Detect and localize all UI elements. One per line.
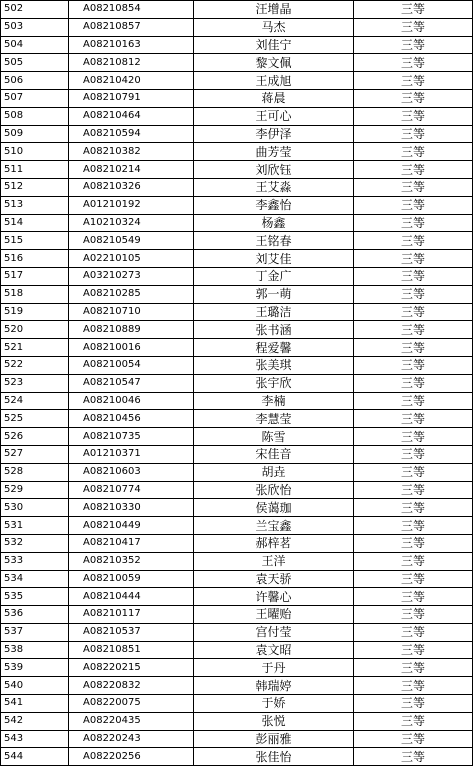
serial-number-cell: 526 xyxy=(1,428,69,446)
table-row xyxy=(1,410,473,428)
serial-number-cell: 524 xyxy=(1,392,69,410)
table-row xyxy=(1,392,473,410)
award-level-cell: 三等 xyxy=(354,517,473,535)
award-level-cell: 三等 xyxy=(354,250,473,268)
serial-number-cell: 532 xyxy=(1,534,69,552)
student-name-cell: 韩瑞婷 xyxy=(194,677,354,695)
award-level-cell: 三等 xyxy=(354,712,473,730)
table-row xyxy=(1,285,473,303)
serial-number-cell: 536 xyxy=(1,606,69,624)
table-row xyxy=(1,712,473,730)
award-level-cell: 三等 xyxy=(354,570,473,588)
serial-number-cell: 535 xyxy=(1,588,69,606)
award-level-cell: 三等 xyxy=(354,659,473,677)
award-level-cell: 三等 xyxy=(354,730,473,748)
student-name-cell: 胡垚 xyxy=(194,463,354,481)
award-level-cell: 三等 xyxy=(354,303,473,321)
table-row xyxy=(1,107,473,125)
student-name-cell: 刘佳宁 xyxy=(194,36,354,54)
student-id-cell: A01210192 xyxy=(69,196,194,214)
student-name-cell: 刘艾佳 xyxy=(194,250,354,268)
table-row xyxy=(1,517,473,535)
student-name-cell: 蒋晨 xyxy=(194,89,354,107)
table-row xyxy=(1,623,473,641)
student-name-cell: 李伊泽 xyxy=(194,125,354,143)
serial-number-cell: 538 xyxy=(1,641,69,659)
student-id-cell: A01210371 xyxy=(69,445,194,463)
serial-number-cell: 521 xyxy=(1,339,69,357)
table-row xyxy=(1,588,473,606)
award-level-cell: 三等 xyxy=(354,143,473,161)
student-id-cell: A08210603 xyxy=(69,463,194,481)
table-row xyxy=(1,36,473,54)
serial-number-cell: 537 xyxy=(1,623,69,641)
student-id-cell: A08220075 xyxy=(69,695,194,713)
table-row xyxy=(1,250,473,268)
award-level-cell: 三等 xyxy=(354,410,473,428)
award-level-cell: 三等 xyxy=(354,178,473,196)
student-id-cell: A08220832 xyxy=(69,677,194,695)
student-id-cell: A08210163 xyxy=(69,36,194,54)
table-row xyxy=(1,481,473,499)
student-id-cell: A08220256 xyxy=(69,748,194,766)
student-name-cell: 陈雪 xyxy=(194,428,354,446)
student-id-cell: A08210417 xyxy=(69,534,194,552)
table-row xyxy=(1,748,473,766)
serial-number-cell: 522 xyxy=(1,356,69,374)
award-level-cell: 三等 xyxy=(354,552,473,570)
student-name-cell: 王可心 xyxy=(194,107,354,125)
award-level-cell: 三等 xyxy=(354,339,473,357)
student-id-cell: A08210352 xyxy=(69,552,194,570)
student-id-cell: A08210444 xyxy=(69,588,194,606)
student-name-cell: 王璐洁 xyxy=(194,303,354,321)
student-name-cell: 张美琪 xyxy=(194,356,354,374)
student-id-cell: A08210285 xyxy=(69,285,194,303)
serial-number-cell: 541 xyxy=(1,695,69,713)
student-id-cell: A08210594 xyxy=(69,125,194,143)
award-level-cell: 三等 xyxy=(354,232,473,250)
serial-number-cell: 528 xyxy=(1,463,69,481)
student-name-cell: 张书涵 xyxy=(194,321,354,339)
table-row xyxy=(1,695,473,713)
serial-number-cell: 542 xyxy=(1,712,69,730)
table-row xyxy=(1,445,473,463)
award-level-cell: 三等 xyxy=(354,356,473,374)
award-level-cell: 三等 xyxy=(354,54,473,72)
student-id-cell: A08210464 xyxy=(69,107,194,125)
serial-number-cell: 525 xyxy=(1,410,69,428)
award-level-cell: 三等 xyxy=(354,107,473,125)
student-name-cell: 张佳怡 xyxy=(194,748,354,766)
student-name-cell: 张宇欣 xyxy=(194,374,354,392)
award-level-cell: 三等 xyxy=(354,374,473,392)
award-level-cell: 三等 xyxy=(354,267,473,285)
serial-number-cell: 523 xyxy=(1,374,69,392)
serial-number-cell: 516 xyxy=(1,250,69,268)
serial-number-cell: 544 xyxy=(1,748,69,766)
serial-number-cell: 515 xyxy=(1,232,69,250)
student-id-cell: A08220215 xyxy=(69,659,194,677)
student-name-cell: 侯蔼珈 xyxy=(194,499,354,517)
table-row xyxy=(1,72,473,90)
student-id-cell: A03210273 xyxy=(69,267,194,285)
table-row xyxy=(1,374,473,392)
student-id-cell: A08210889 xyxy=(69,321,194,339)
student-id-cell: A08210326 xyxy=(69,178,194,196)
serial-number-cell: 503 xyxy=(1,18,69,36)
award-level-cell: 三等 xyxy=(354,588,473,606)
award-level-cell: 三等 xyxy=(354,161,473,179)
student-name-cell: 王洋 xyxy=(194,552,354,570)
serial-number-cell: 539 xyxy=(1,659,69,677)
serial-number-cell: 509 xyxy=(1,125,69,143)
serial-number-cell: 520 xyxy=(1,321,69,339)
table-row xyxy=(1,677,473,695)
student-id-cell: A08210710 xyxy=(69,303,194,321)
serial-number-cell: 510 xyxy=(1,143,69,161)
award-level-cell: 三等 xyxy=(354,214,473,232)
student-id-cell: A08210547 xyxy=(69,374,194,392)
table-row xyxy=(1,730,473,748)
student-id-cell: A08210016 xyxy=(69,339,194,357)
student-id-cell: A08210549 xyxy=(69,232,194,250)
serial-number-cell: 518 xyxy=(1,285,69,303)
serial-number-cell: 506 xyxy=(1,72,69,90)
student-name-cell: 汪增晶 xyxy=(194,1,354,19)
student-name-cell: 袁文昭 xyxy=(194,641,354,659)
serial-number-cell: 508 xyxy=(1,107,69,125)
student-id-cell: A08210330 xyxy=(69,499,194,517)
award-level-cell: 三等 xyxy=(354,196,473,214)
serial-number-cell: 517 xyxy=(1,267,69,285)
student-id-cell: A08210854 xyxy=(69,1,194,19)
student-id-cell: A08210449 xyxy=(69,517,194,535)
student-name-cell: 杨鑫 xyxy=(194,214,354,232)
serial-number-cell: 529 xyxy=(1,481,69,499)
award-level-cell: 三等 xyxy=(354,72,473,90)
serial-number-cell: 533 xyxy=(1,552,69,570)
table-row xyxy=(1,534,473,552)
serial-number-cell: 540 xyxy=(1,677,69,695)
table-row xyxy=(1,659,473,677)
serial-number-cell: 543 xyxy=(1,730,69,748)
serial-number-cell: 502 xyxy=(1,1,69,19)
award-level-cell: 三等 xyxy=(354,36,473,54)
award-level-cell: 三等 xyxy=(354,1,473,19)
student-name-cell: 王曜贻 xyxy=(194,606,354,624)
student-id-cell: A08210791 xyxy=(69,89,194,107)
student-name-cell: 袁天骄 xyxy=(194,570,354,588)
student-name-cell: 郭一萌 xyxy=(194,285,354,303)
award-level-cell: 三等 xyxy=(354,321,473,339)
table-row xyxy=(1,356,473,374)
award-level-cell: 三等 xyxy=(354,606,473,624)
table-row xyxy=(1,499,473,517)
student-id-cell: A08220435 xyxy=(69,712,194,730)
award-level-cell: 三等 xyxy=(354,463,473,481)
award-level-cell: 三等 xyxy=(354,499,473,517)
table-row xyxy=(1,552,473,570)
student-id-cell: A08210420 xyxy=(69,72,194,90)
student-id-cell: A08210456 xyxy=(69,410,194,428)
table-row xyxy=(1,267,473,285)
table-row xyxy=(1,570,473,588)
student-name-cell: 马杰 xyxy=(194,18,354,36)
award-level-cell: 三等 xyxy=(354,89,473,107)
table-row xyxy=(1,321,473,339)
student-name-cell: 李慧莹 xyxy=(194,410,354,428)
student-id-cell: A08220243 xyxy=(69,730,194,748)
student-id-cell: A08210812 xyxy=(69,54,194,72)
table-row xyxy=(1,161,473,179)
award-list-body xyxy=(1,1,473,766)
student-id-cell: A08210046 xyxy=(69,392,194,410)
serial-number-cell: 514 xyxy=(1,214,69,232)
award-level-cell: 三等 xyxy=(354,125,473,143)
table-row xyxy=(1,1,473,19)
award-level-cell: 三等 xyxy=(354,534,473,552)
table-row xyxy=(1,54,473,72)
student-name-cell: 张悦 xyxy=(194,712,354,730)
student-id-cell: A08210774 xyxy=(69,481,194,499)
student-name-cell: 张欣怡 xyxy=(194,481,354,499)
table-row xyxy=(1,463,473,481)
student-name-cell: 李鑫怡 xyxy=(194,196,354,214)
table-row xyxy=(1,196,473,214)
student-name-cell: 王艾淼 xyxy=(194,178,354,196)
student-id-cell: A10210324 xyxy=(69,214,194,232)
award-level-cell: 三等 xyxy=(354,481,473,499)
student-name-cell: 王铭春 xyxy=(194,232,354,250)
serial-number-cell: 513 xyxy=(1,196,69,214)
table-row xyxy=(1,641,473,659)
award-level-cell: 三等 xyxy=(354,748,473,766)
student-name-cell: 丁金广 xyxy=(194,267,354,285)
table-row xyxy=(1,428,473,446)
student-name-cell: 郝梓茗 xyxy=(194,534,354,552)
table-row xyxy=(1,214,473,232)
student-name-cell: 刘欣钰 xyxy=(194,161,354,179)
student-name-cell: 于丹 xyxy=(194,659,354,677)
student-name-cell: 黎文佩 xyxy=(194,54,354,72)
serial-number-cell: 527 xyxy=(1,445,69,463)
student-name-cell: 李楠 xyxy=(194,392,354,410)
table-row xyxy=(1,232,473,250)
serial-number-cell: 530 xyxy=(1,499,69,517)
student-id-cell: A08210382 xyxy=(69,143,194,161)
student-name-cell: 程爱馨 xyxy=(194,339,354,357)
student-id-cell: A08210059 xyxy=(69,570,194,588)
serial-number-cell: 519 xyxy=(1,303,69,321)
serial-number-cell: 511 xyxy=(1,161,69,179)
student-id-cell: A08210054 xyxy=(69,356,194,374)
serial-number-cell: 534 xyxy=(1,570,69,588)
serial-number-cell: 512 xyxy=(1,178,69,196)
table-row xyxy=(1,89,473,107)
student-name-cell: 宫付莹 xyxy=(194,623,354,641)
student-name-cell: 许馨心 xyxy=(194,588,354,606)
serial-number-cell: 531 xyxy=(1,517,69,535)
student-id-cell: A08210537 xyxy=(69,623,194,641)
table-row xyxy=(1,339,473,357)
serial-number-cell: 505 xyxy=(1,54,69,72)
student-name-cell: 王成旭 xyxy=(194,72,354,90)
student-id-cell: A08210214 xyxy=(69,161,194,179)
student-id-cell: A08210851 xyxy=(69,641,194,659)
student-id-cell: A08210735 xyxy=(69,428,194,446)
student-name-cell: 曲芳莹 xyxy=(194,143,354,161)
award-level-cell: 三等 xyxy=(354,445,473,463)
award-level-cell: 三等 xyxy=(354,392,473,410)
award-level-cell: 三等 xyxy=(354,641,473,659)
serial-number-cell: 507 xyxy=(1,89,69,107)
award-level-cell: 三等 xyxy=(354,695,473,713)
student-name-cell: 宋佳音 xyxy=(194,445,354,463)
table-row xyxy=(1,143,473,161)
award-level-cell: 三等 xyxy=(354,18,473,36)
table-row xyxy=(1,303,473,321)
award-level-cell: 三等 xyxy=(354,623,473,641)
award-level-cell: 三等 xyxy=(354,428,473,446)
award-level-cell: 三等 xyxy=(354,285,473,303)
student-id-cell: A08210857 xyxy=(69,18,194,36)
table-row xyxy=(1,18,473,36)
table-row xyxy=(1,606,473,624)
student-name-cell: 兰宝鑫 xyxy=(194,517,354,535)
award-level-cell: 三等 xyxy=(354,677,473,695)
table-row xyxy=(1,125,473,143)
student-name-cell: 于娇 xyxy=(194,695,354,713)
student-id-cell: A08210117 xyxy=(69,606,194,624)
table-row xyxy=(1,178,473,196)
serial-number-cell: 504 xyxy=(1,36,69,54)
student-id-cell: A02210105 xyxy=(69,250,194,268)
student-name-cell: 彭丽雅 xyxy=(194,730,354,748)
